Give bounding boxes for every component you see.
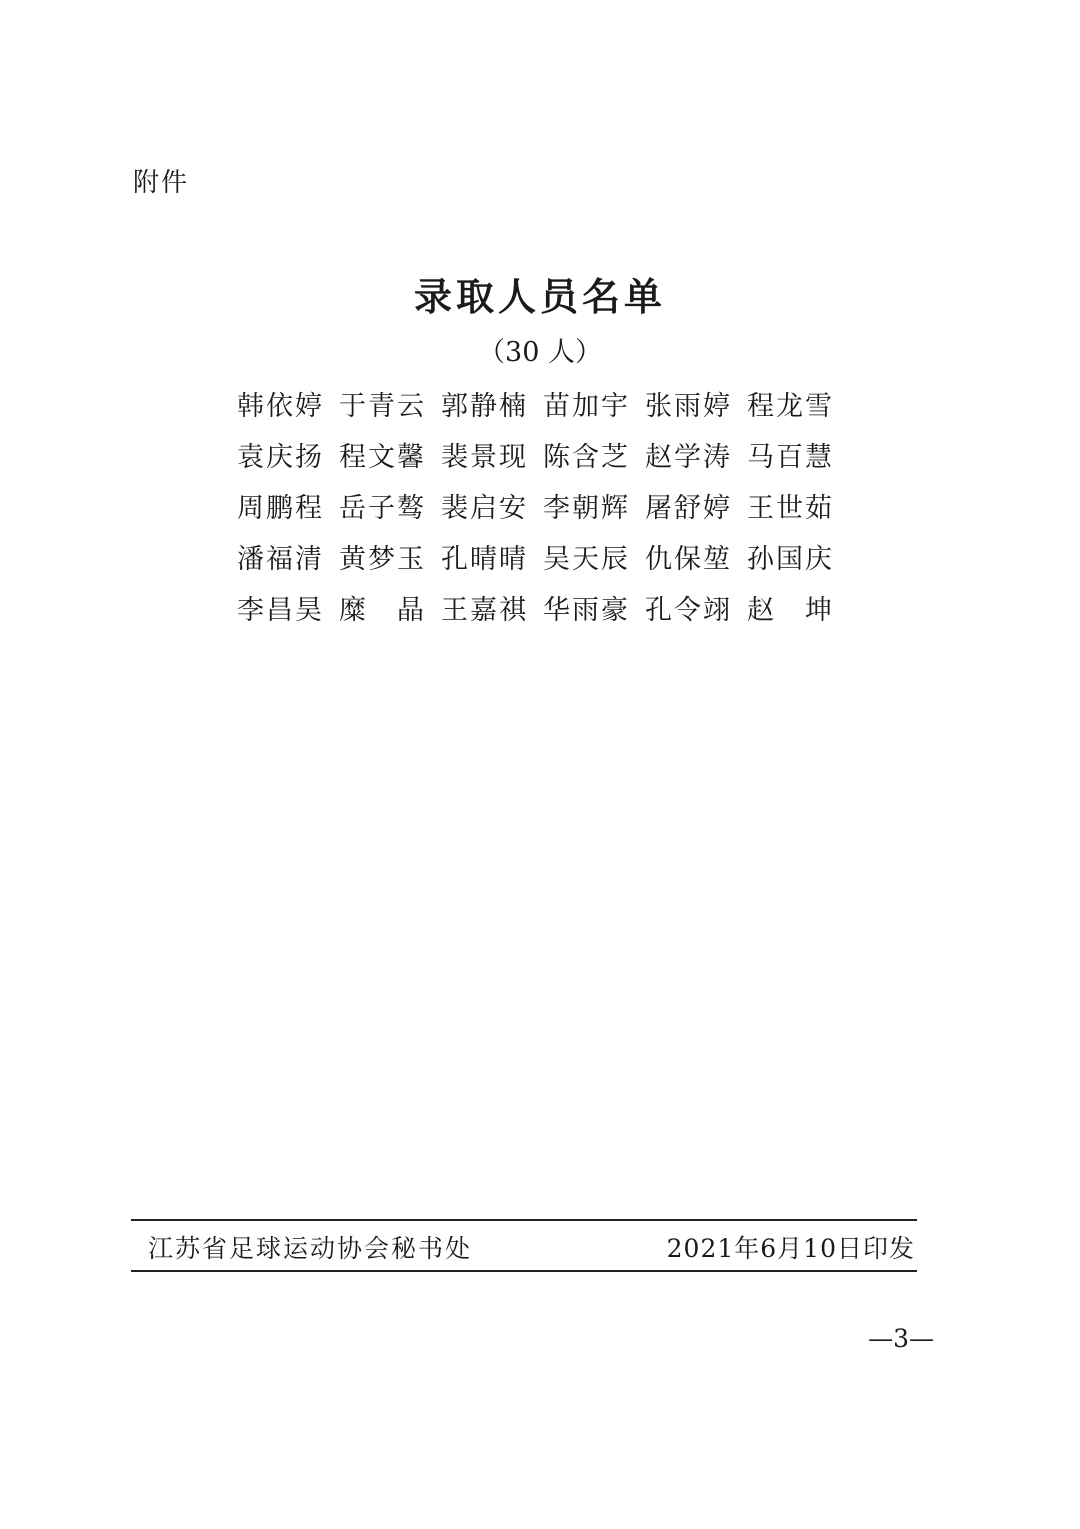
admitted-name: 韩依婷 (237, 391, 324, 422)
footer-rule-top (131, 1219, 917, 1221)
admitted-name: 周鹏程 (237, 493, 324, 524)
admitted-name-list (237, 378, 847, 633)
admitted-name: 李朝辉 (543, 493, 630, 524)
admitted-name: 张雨婷 (645, 391, 732, 422)
admitted-name: 李昌昊 (237, 595, 324, 626)
admitted-name: 袁庆扬 (237, 442, 324, 473)
admitted-name: 屠舒婷 (645, 493, 732, 524)
name-row (237, 480, 847, 531)
admitted-name: 潘福清 (237, 544, 324, 575)
admitted-name: 孙国庆 (747, 544, 834, 575)
footer-rule-bottom (131, 1270, 917, 1272)
admitted-name: 赵学涛 (645, 442, 732, 473)
admitted-name: 王嘉祺 (441, 595, 528, 626)
admitted-name: 马百慧 (747, 442, 834, 473)
name-row (237, 378, 847, 429)
admitted-name: 程文馨 (339, 442, 426, 473)
document-title: 录取人员名单 (413, 274, 666, 319)
admitted-count: （30 人） (478, 337, 602, 368)
admitted-name: 王世茹 (747, 493, 834, 524)
admitted-name: 糜 晶 (339, 595, 426, 626)
name-row (237, 582, 847, 633)
admitted-name: 吴天辰 (543, 544, 630, 575)
admitted-name: 苗加宇 (543, 391, 630, 422)
name-row (237, 429, 847, 480)
admitted-name: 黄梦玉 (339, 544, 426, 575)
page-number: —3— (868, 1324, 934, 1353)
admitted-name: 华雨豪 (543, 595, 630, 626)
admitted-name: 陈含芝 (543, 442, 630, 473)
admitted-name: 裴启安 (441, 493, 528, 524)
admitted-name: 于青云 (339, 391, 426, 422)
admitted-name: 仇保堃 (645, 544, 732, 575)
name-row (237, 531, 847, 582)
admitted-name: 岳子骜 (339, 493, 426, 524)
admitted-name: 赵 坤 (747, 595, 834, 626)
admitted-name: 郭静楠 (441, 391, 528, 422)
admitted-name: 裴景现 (441, 442, 528, 473)
issuing-office: 江苏省足球运动协会秘书处 (148, 1234, 473, 1263)
issue-date: 2021年6月10日印发 (666, 1234, 915, 1263)
admitted-name: 程龙雪 (747, 391, 834, 422)
attachment-label: 附件 (133, 168, 190, 198)
admitted-name: 孔晴晴 (441, 544, 528, 575)
admitted-name: 孔令翊 (645, 595, 732, 626)
